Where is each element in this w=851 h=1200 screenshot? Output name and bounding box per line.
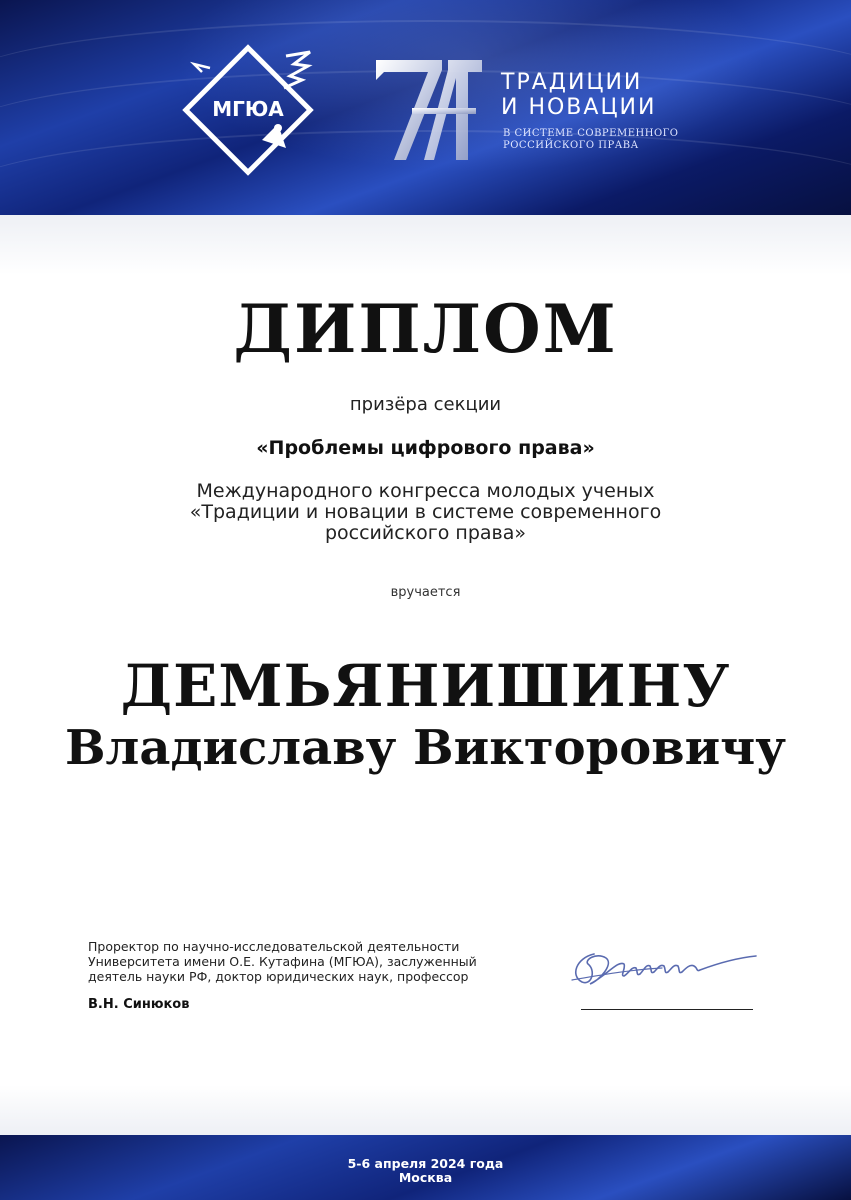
- section-name: «Проблемы цифрового права»: [256, 437, 595, 459]
- diploma-title: ДИПЛОМ: [233, 290, 618, 368]
- congress-logo-subtitle: [503, 128, 683, 152]
- congress-line: российского права»: [324, 522, 527, 544]
- footer-fade: [0, 1085, 851, 1135]
- handwritten-signature-icon: [566, 940, 762, 996]
- signer-position-line: Проректор по научно-исследовательской деятельности: [88, 939, 460, 954]
- signature-line: [581, 1009, 753, 1010]
- seven-monogram-icon: [372, 56, 490, 164]
- congress-name: [0, 481, 851, 544]
- congress-logo-title-line: ТРАДИЦИИ: [501, 70, 643, 95]
- signer-position-line: деятель науки РФ, доктор юридических наук, профессор: [88, 969, 469, 984]
- congress-logo-subtitle-line: В СИСТЕМЕ СОВРЕМЕННОГО: [503, 128, 679, 139]
- congress-line: Международного конгресса молодых ученых: [196, 480, 655, 502]
- university-emblem-icon: [182, 44, 314, 176]
- university-logo-text: МГЮА: [212, 97, 284, 121]
- header-banner: [0, 0, 851, 215]
- signer-position: [88, 939, 538, 984]
- awarded-label: вручается: [390, 585, 461, 600]
- signer-position-line: Университета имени О.Е. Кутафина (МГЮА), заслуженный: [88, 954, 477, 969]
- signer-name: В.Н. Синюков: [88, 997, 190, 1012]
- recipient-given-names: Владиславу Викторовичу: [64, 720, 787, 776]
- header-fade: [0, 215, 851, 275]
- congress-logo-title-line: И НОВАЦИИ: [501, 95, 657, 120]
- recipient-surname: ДЕМЬЯНИШИНУ: [120, 652, 731, 720]
- congress-logo-subtitle-line: РОССИЙСКОГО ПРАВА: [503, 140, 639, 151]
- congress-line: «Традиции и новации в системе современного: [189, 501, 662, 523]
- event-date: 5-6 апреля 2024 года: [347, 1156, 504, 1171]
- prize-line: призёра секции: [349, 394, 502, 415]
- congress-logo-title: [501, 70, 681, 120]
- footer-info: [0, 1157, 851, 1185]
- event-city: Москва: [398, 1170, 453, 1185]
